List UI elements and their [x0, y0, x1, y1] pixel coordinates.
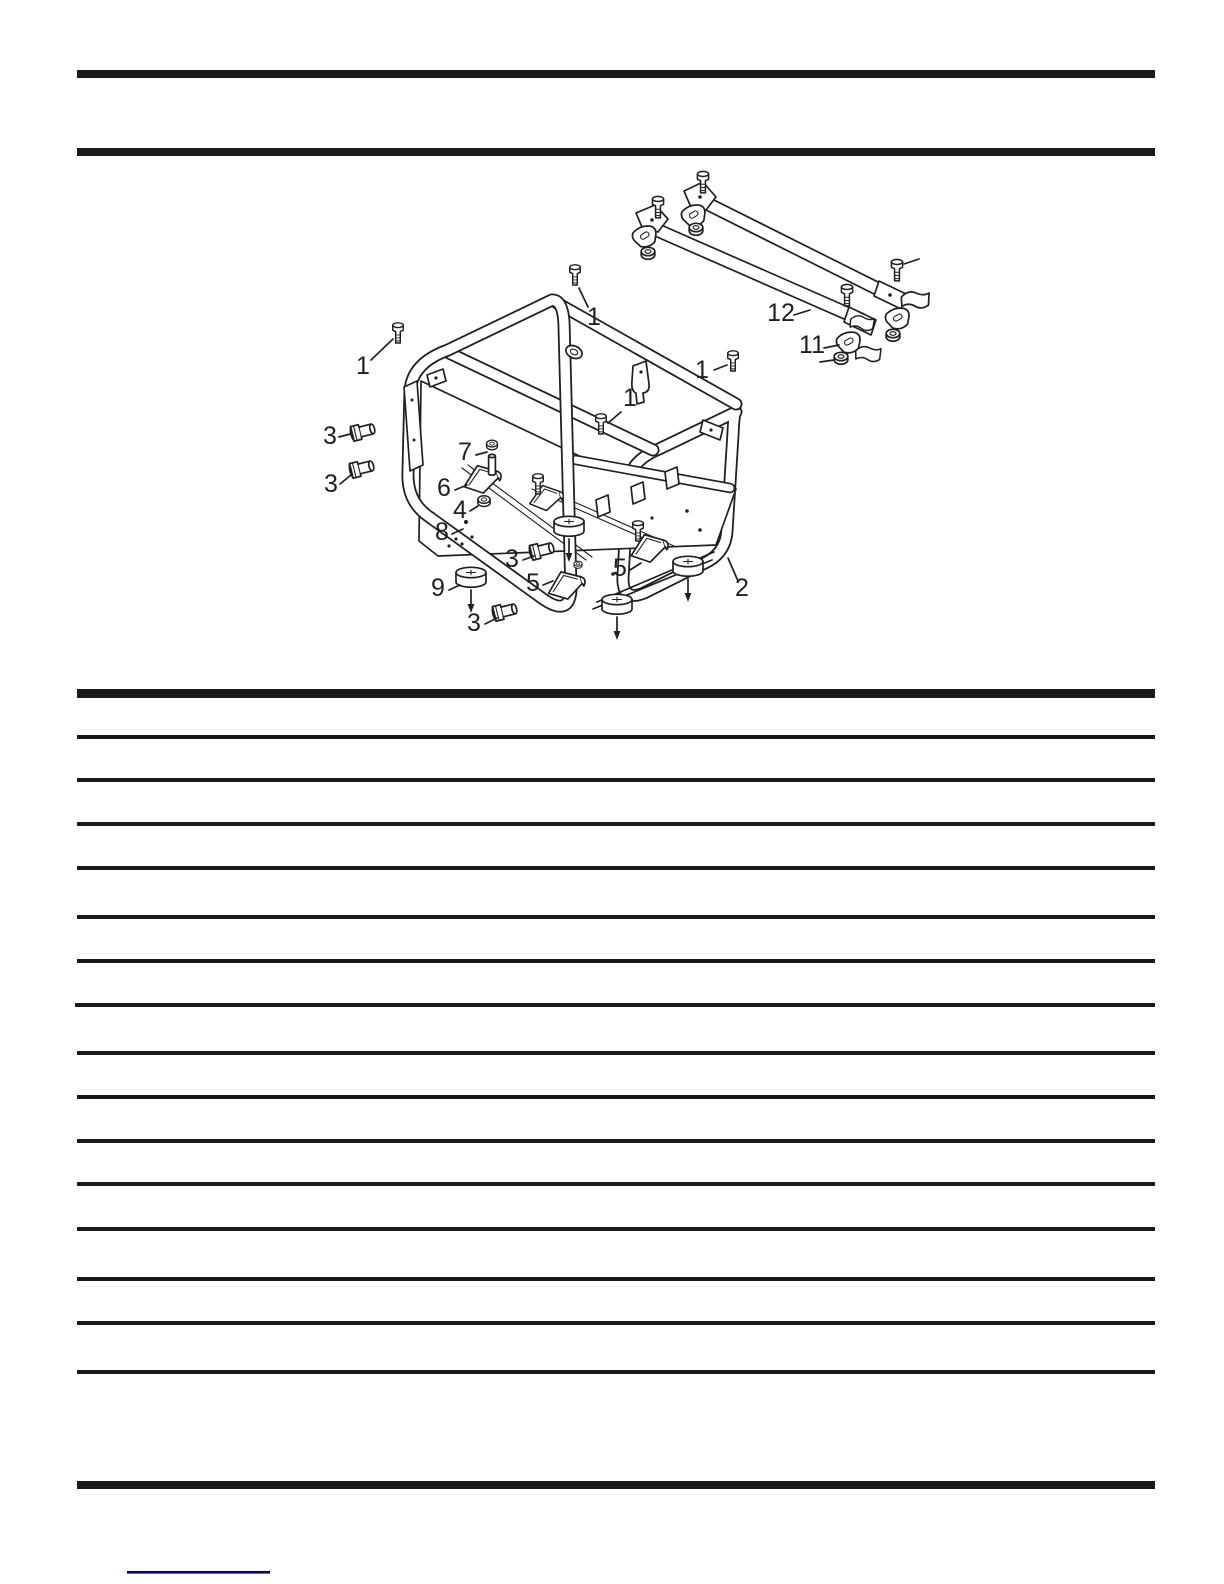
bolt-part1: [728, 351, 739, 371]
callout-9: 9: [431, 574, 445, 602]
table-row-rule: [77, 778, 1155, 782]
callout-3b: 3: [324, 470, 338, 498]
mount-tab: [665, 467, 679, 489]
table-row-rule: [77, 1370, 1155, 1374]
table-row-rule: [77, 735, 1155, 739]
bolt: [891, 259, 902, 280]
callout-6: 6: [437, 474, 451, 502]
table-row-rule: [77, 1095, 1155, 1099]
leader-line: [904, 259, 919, 264]
table-header-rule: [77, 689, 1155, 698]
callout-1c: 1: [695, 356, 709, 384]
flange-nut: [689, 223, 703, 235]
callout-3d: 3: [467, 609, 481, 637]
footer-link-underline[interactable]: [127, 1571, 270, 1574]
flange-nut: [574, 561, 582, 568]
table-row-rule: [77, 915, 1155, 919]
rubber-foot-part9: [456, 567, 486, 613]
callout-11: 11: [799, 331, 825, 359]
vibration-strap-group: [631, 171, 930, 364]
table-row-rule: [77, 1182, 1155, 1186]
callout-5a: 5: [526, 569, 540, 597]
exploded-parts-diagram: [323, 171, 930, 640]
saddle-clamp: [631, 224, 659, 250]
callout-5b: 5: [613, 554, 627, 582]
callout-1b: 1: [356, 352, 370, 380]
callout-7: 7: [458, 438, 472, 466]
bushing-bolt-part3: [349, 421, 376, 441]
parts-table-rules: [75, 689, 1155, 1374]
mount-tab: [631, 482, 645, 504]
callout-1d: 1: [623, 384, 637, 412]
flange-nut-part4: [478, 496, 490, 507]
bushing-bolt-part3: [348, 458, 375, 478]
bolt-part1: [570, 265, 581, 285]
bolt: [841, 284, 852, 305]
table-row-rule: [77, 822, 1155, 826]
callout-12: 12: [767, 299, 795, 327]
table-row-rule: [77, 1139, 1155, 1143]
callout-4: 4: [453, 496, 467, 524]
callout-3c: 3: [505, 545, 519, 573]
strap-hole: [698, 195, 702, 199]
flange-nut-part7: [487, 440, 498, 450]
callout-1a: 1: [587, 303, 601, 331]
mount-tab: [596, 495, 610, 517]
strap-hole: [888, 293, 892, 297]
bolt-part1: [393, 323, 404, 343]
rubber-foot-part9: [602, 594, 632, 640]
flange-nut: [886, 329, 900, 341]
saddle-clamp: [884, 306, 912, 331]
title-rule-bottom: [77, 148, 1155, 156]
table-row-rule: [77, 1227, 1155, 1231]
footer-rule: [77, 1481, 1155, 1489]
table-row-rule: [77, 1051, 1155, 1055]
strap-hole: [650, 218, 654, 222]
flange-nut: [641, 247, 655, 259]
callout-3a: 3: [323, 422, 337, 450]
table-row-rule: [77, 1321, 1155, 1325]
flange-nut: [834, 352, 848, 364]
table-row-rule: [77, 1277, 1155, 1281]
title-rule-top: [77, 70, 1155, 78]
mount-stud: [489, 454, 496, 475]
callout-2: 2: [735, 574, 749, 602]
table-row-rule: [75, 1003, 1155, 1007]
callout-8: 8: [435, 518, 449, 546]
table-row-rule: [77, 959, 1155, 963]
table-row-rule: [77, 866, 1155, 870]
